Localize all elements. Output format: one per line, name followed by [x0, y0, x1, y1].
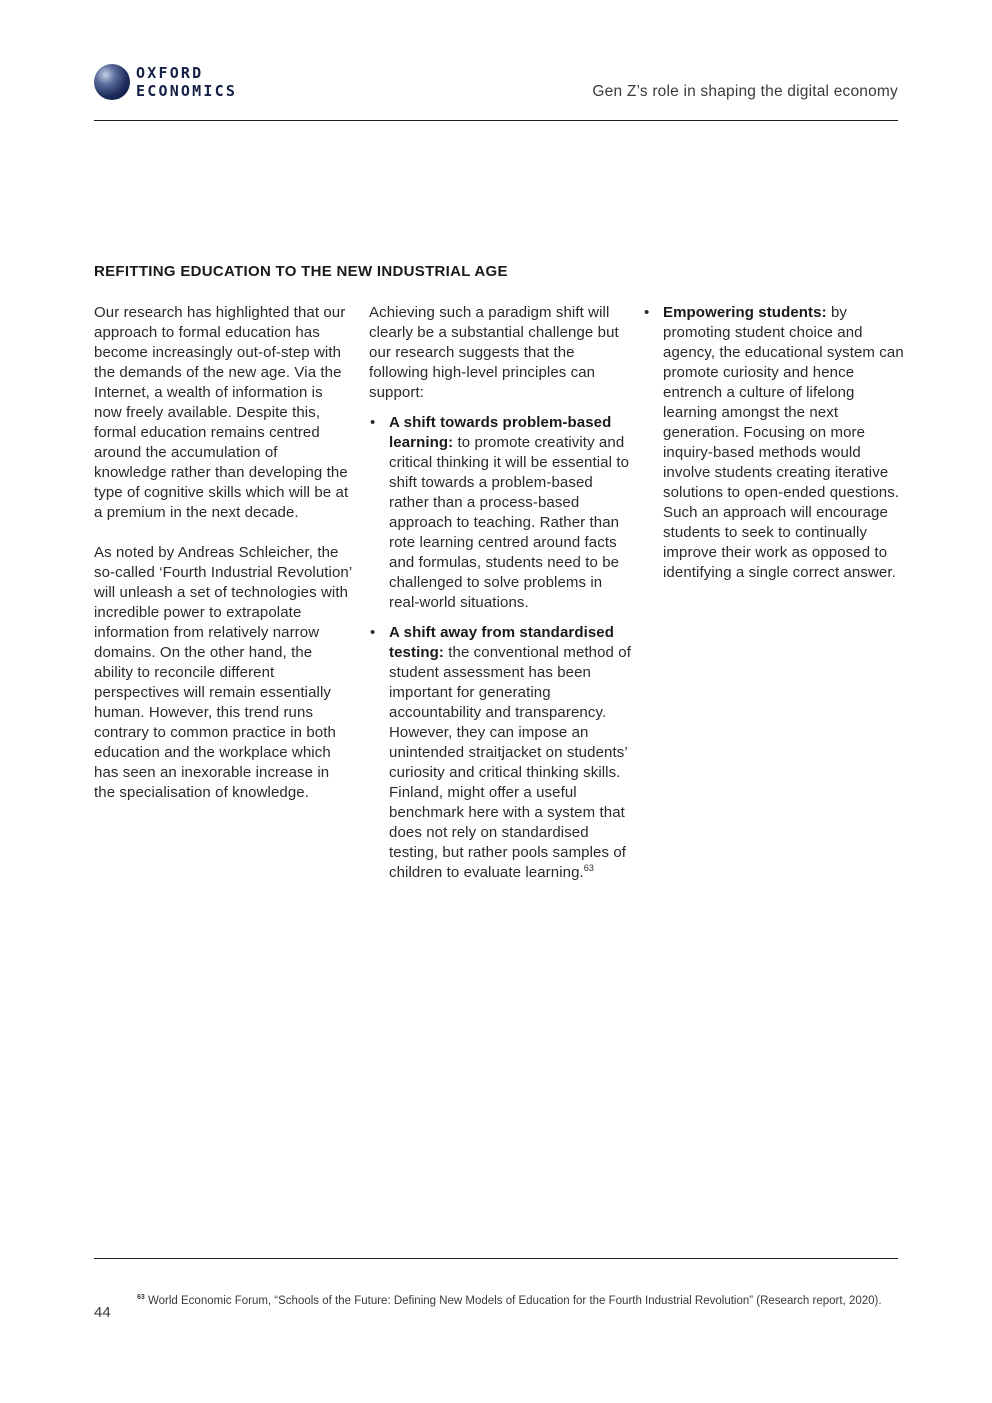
section-heading: REFITTING EDUCATION TO THE NEW INDUSTRIAL AGE [94, 263, 508, 280]
list-item [643, 303, 905, 583]
column-1-paragraph-1: Our research has highlighted that our approach to formal education has become increasingly out-of-step with the demands of the new age. Via the Internet, a wealth of information is now freely available. Despite this, formal education remains centred around the accumulation of knowledge rather than developing the type of cognitive skills which will be at a premium in the next decade. [94, 304, 349, 521]
logo-line-1: OXFORD [136, 64, 204, 82]
logo-wordmark [136, 64, 237, 100]
column-1-paragraph-2: As noted by Andreas Schleicher, the so-called ‘Fourth Industrial Revolution’ will unleash a set of technologies with incredible power to extrapolate information from relatively narrow domains. On the other hand, the ability to reconcile different perspectives will remain essentially human. However, this trend runs contrary to common practice in both education and the workplace which has seen an inexorable increase in the specialisation of knowledge. [94, 544, 352, 801]
footnote-text: World Economic Forum, “Schools of the Future: Defining New Models of Education for the Fourth Industrial Revolution” (Research report, 2020). [144, 1295, 882, 1307]
principles-list-continued [643, 303, 905, 583]
bullet-icon: • [644, 304, 650, 321]
footnote-reference: 63 [583, 863, 595, 873]
page-number: 44 [94, 1304, 111, 1321]
column-2-intro: Achieving such a paradigm shift will clearly be a substantial challenge but our research suggests that the following high-level principles can support: [369, 304, 619, 401]
bullet-1-heading: A shift towards problem-based learning: [389, 414, 612, 451]
list-item [369, 413, 631, 613]
header-divider [94, 120, 898, 121]
footer-divider [94, 1258, 898, 1259]
bullet-2-heading: A shift away from standardised testing: [389, 624, 614, 661]
document-title: Gen Z’s role in shaping the digital economy [592, 83, 898, 100]
bullet-icon: • [370, 414, 376, 431]
column-3 [643, 303, 905, 593]
column-1 [94, 303, 352, 823]
footnote [137, 1294, 897, 1309]
principles-list [369, 413, 631, 883]
bullet-2-text: the conventional method of student assessment has been important for generating accountability and transparency. However, they can impose an unintended straitjacket on students’ curiosity and critical thinking skills. Finland, might offer a useful benchmark here with a system that does not rely on standardised testing, but rather pools samples of children to evaluate learning. [389, 644, 631, 881]
bullet-3-heading: Empowering students: [663, 304, 827, 321]
bullet-3-text: by promoting student choice and agency, the educational system can promote curiosity and hence entrench a culture of lifelong learning amongst the next generation. Focusing on more inquiry-based methods would involve students creating iterative solutions to open-ended questions. Such an approach will encourage students to seek to continually improve their work as opposed to identifying a single correct answer. [663, 304, 904, 581]
bullet-icon: • [370, 624, 376, 641]
oxford-economics-logo [94, 64, 254, 102]
list-item [369, 623, 631, 883]
logo-globe-icon [94, 64, 130, 100]
column-2 [369, 303, 631, 893]
footnote-marker: 63 [137, 1294, 145, 1302]
logo-line-2: ECONOMICS [136, 82, 238, 100]
bullet-1-text: to promote creativity and critical thinking it will be essential to shift towards a problem-based rather than a process-based approach to teaching. Rather than rote learning centred around facts and formulas, students need to be challenged to solve problems in real-world situations. [389, 434, 630, 611]
